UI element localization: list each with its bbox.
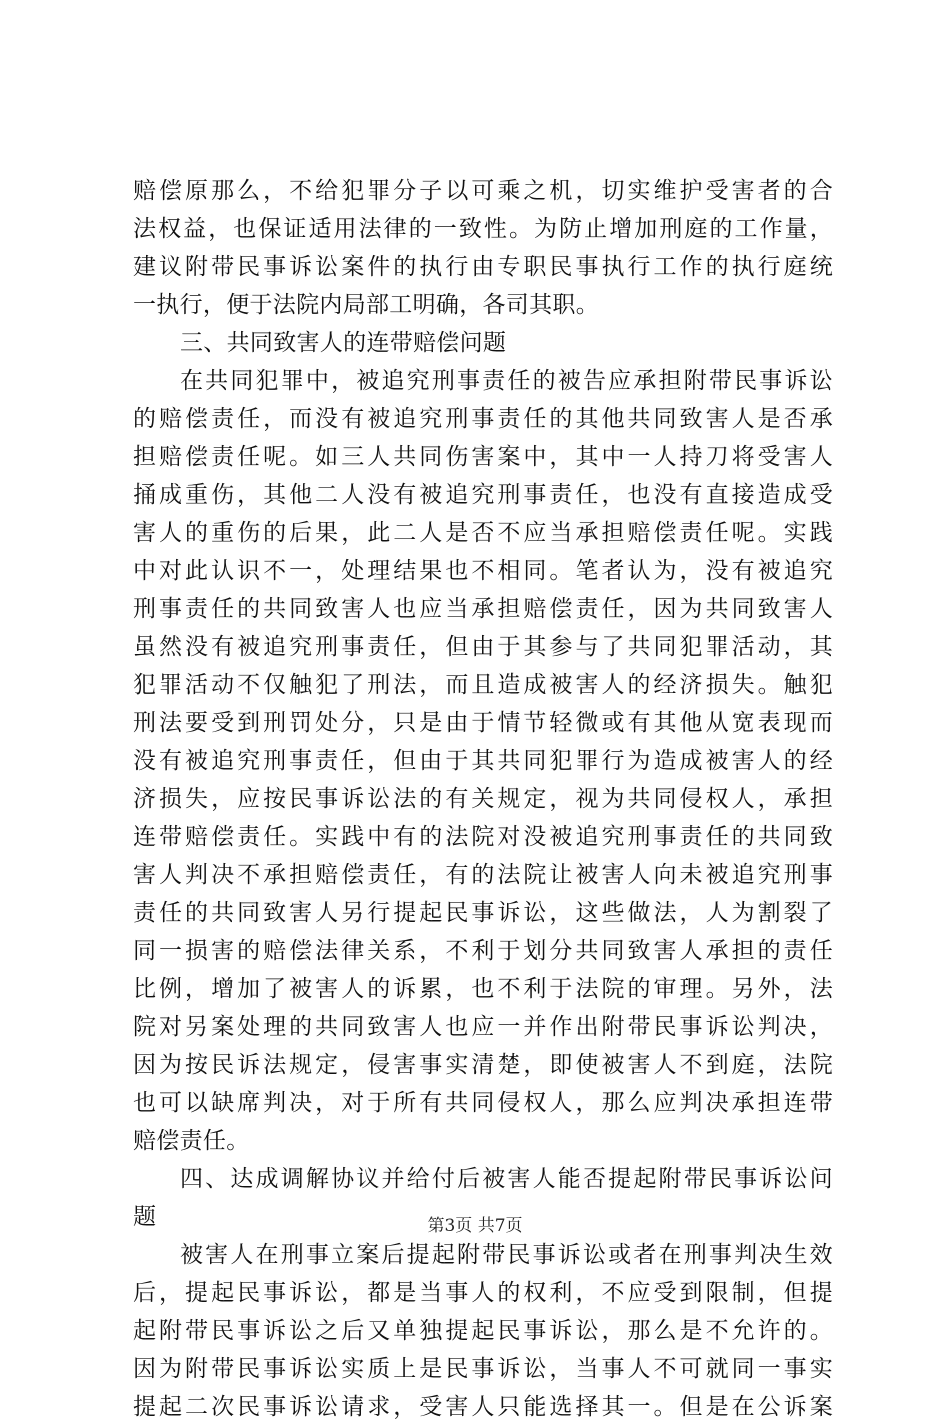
text-line: 赔偿原那么，不给犯罪分子以可乘之机，切实维护受害者的合 — [133, 178, 833, 204]
text-line: 建议附带民事诉讼案件的执行由专职民事执行工作的执行庭统 — [133, 254, 833, 280]
text-line: 害人判决不承担赔偿责任，有的法院让被害人向未被追究刑事 — [133, 862, 833, 888]
section-heading-3: 三、共同致害人的连带赔偿问题 — [180, 330, 507, 356]
text-line: 害人的重伤的后果，此二人是否不应当承担赔偿责任呢。实践 — [133, 520, 833, 546]
text-line: 没有被追究刑事责任，但由于其共同犯罪行为造成被害人的经 — [133, 748, 833, 774]
text-line: 虽然没有被追究刑事责任，但由于其参与了共同犯罪活动，其 — [133, 634, 833, 660]
text-line: 责任的共同致害人另行提起民事诉讼，这些做法，人为割裂了 — [133, 900, 833, 926]
text-line: 连带赔偿责任。实践中有的法院对没被追究刑事责任的共同致 — [133, 824, 833, 850]
text-line: 担赔偿责任呢。如三人共同伤害案中，其中一人持刀将受害人 — [133, 444, 833, 470]
text-line: 提起二次民事诉讼请求，受害人只能选择其一。但是在公诉案 — [133, 1394, 833, 1420]
text-line: 因为按民诉法规定，侵害事实清楚，即使被害人不到庭，法院 — [133, 1052, 833, 1078]
text-line: 后，提起民事诉讼，都是当事人的权利，不应受到限制，但提 — [133, 1280, 833, 1306]
text-line: 刑法要受到刑罚处分，只是由于情节轻微或有其他从宽表现而 — [133, 710, 833, 736]
text-line: 因为附带民事诉讼实质上是民事诉讼，当事人不可就同一事实 — [133, 1356, 833, 1382]
text-line: 赔偿责任。 — [133, 1128, 250, 1154]
section-heading-4-continued: 题 — [133, 1204, 157, 1230]
text-line: 同一损害的赔偿法律关系，不利于划分共同致害人承担的责任 — [133, 938, 833, 964]
text-line: 也可以缺席判决，对于所有共同侵权人，那么应判决承担连带 — [133, 1090, 833, 1116]
page-number-footer: 第3页 共7页 — [427, 1216, 523, 1236]
section-heading-4: 四、达成调解协议并给付后被害人能否提起附带民事诉讼问 — [180, 1166, 833, 1192]
text-line: 法权益，也保证适用法律的一致性。为防止增加刑庭的工作量， — [133, 216, 833, 242]
text-line: 比例，增加了被害人的诉累，也不利于法院的审理。另外，法 — [133, 976, 833, 1002]
text-line: 起附带民事诉讼之后又单独提起民事诉讼，那么是不允许的。 — [133, 1318, 833, 1344]
text-line: 被害人在刑事立案后提起附带民事诉讼或者在刑事判决生效 — [180, 1242, 833, 1268]
text-line: 中对此认识不一，处理结果也不相同。笔者认为，没有被追究 — [133, 558, 833, 584]
text-line: 在共同犯罪中，被追究刑事责任的被告应承担附带民事诉讼 — [180, 368, 833, 394]
text-line: 捅成重伤，其他二人没有被追究刑事责任，也没有直接造成受 — [133, 482, 833, 508]
text-line: 刑事责任的共同致害人也应当承担赔偿责任，因为共同致害人 — [133, 596, 833, 622]
text-line: 犯罪活动不仅触犯了刑法，而且造成被害人的经济损失。触犯 — [133, 672, 833, 698]
text-line: 院对另案处理的共同致害人也应一并作出附带民事诉讼判决， — [133, 1014, 833, 1040]
text-line: 济损失，应按民事诉讼法的有关规定，视为共同侵权人，承担 — [133, 786, 833, 812]
text-line: 一执行，便于法院内局部工明确，各司其职。 — [133, 292, 599, 318]
text-line: 的赔偿责任，而没有被追究刑事责任的其他共同致害人是否承 — [133, 406, 833, 432]
